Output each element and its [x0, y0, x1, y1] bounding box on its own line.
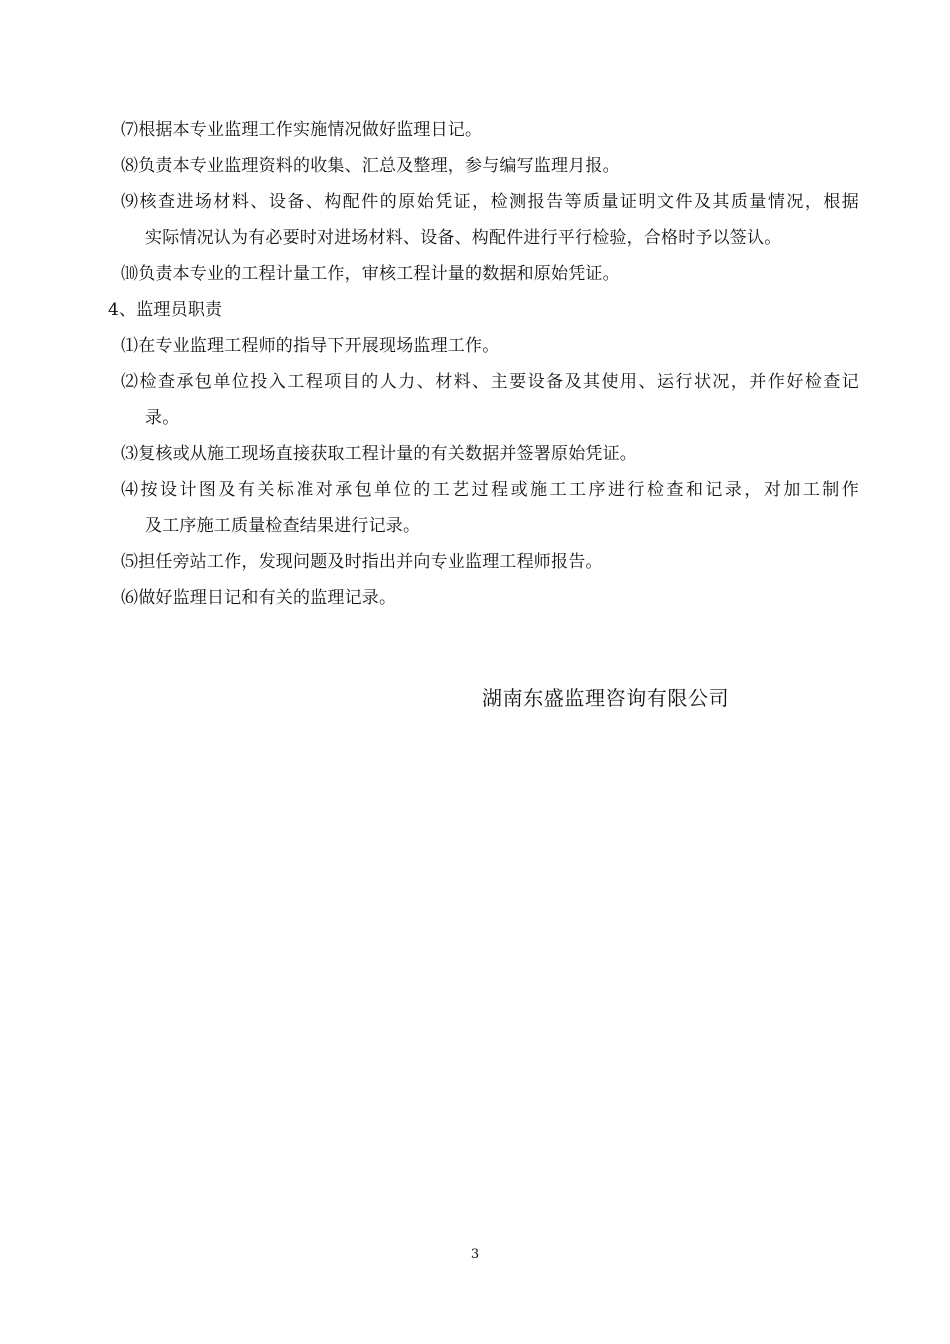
page-number: 3	[470, 1247, 480, 1262]
duty-item-9: ⑼核查进场材料、设备、构配件的原始凭证，检测报告等质量证明文件及其质量情况，根据	[121, 192, 859, 212]
supervisor-duty-5: ⑸担任旁站工作，发现问题及时指出并向专业监理工程师报告。	[121, 552, 603, 572]
supervisor-duty-3: ⑶复核或从施工现场直接获取工程计量的有关数据并签署原始凭证。	[121, 444, 637, 464]
supervisor-duty-1: ⑴在专业监理工程师的指导下开展现场监理工作。	[121, 336, 500, 356]
duty-item-9-continuation: 实际情况认为有必要时对进场材料、设备、构配件进行平行检验，合格时予以签认。	[145, 228, 782, 248]
supervisor-duty-4-continuation: 及工序施工质量检查结果进行记录。	[145, 516, 421, 536]
supervisor-duty-4: ⑷按设计图及有关标准对承包单位的工艺过程或施工工序进行检查和记录，对加工制作	[121, 480, 859, 500]
section-heading-supervisor-duties: 4、监理员职责	[108, 300, 223, 320]
duty-item-8: ⑻负责本专业监理资料的收集、汇总及整理，参与编写监理月报。	[121, 156, 620, 176]
company-name: 湖南东盛监理咨询有限公司	[482, 686, 730, 710]
duty-item-7: ⑺根据本专业监理工作实施情况做好监理日记。	[121, 120, 483, 140]
supervisor-duty-6: ⑹做好监理日记和有关的监理记录。	[121, 588, 397, 608]
duty-item-10: ⑽负责本专业的工程计量工作，审核工程计量的数据和原始凭证。	[121, 264, 620, 284]
supervisor-duty-2-continuation: 录。	[145, 408, 180, 428]
supervisor-duty-2: ⑵检查承包单位投入工程项目的人力、材料、主要设备及其使用、运行状况，并作好检查记	[121, 372, 859, 392]
